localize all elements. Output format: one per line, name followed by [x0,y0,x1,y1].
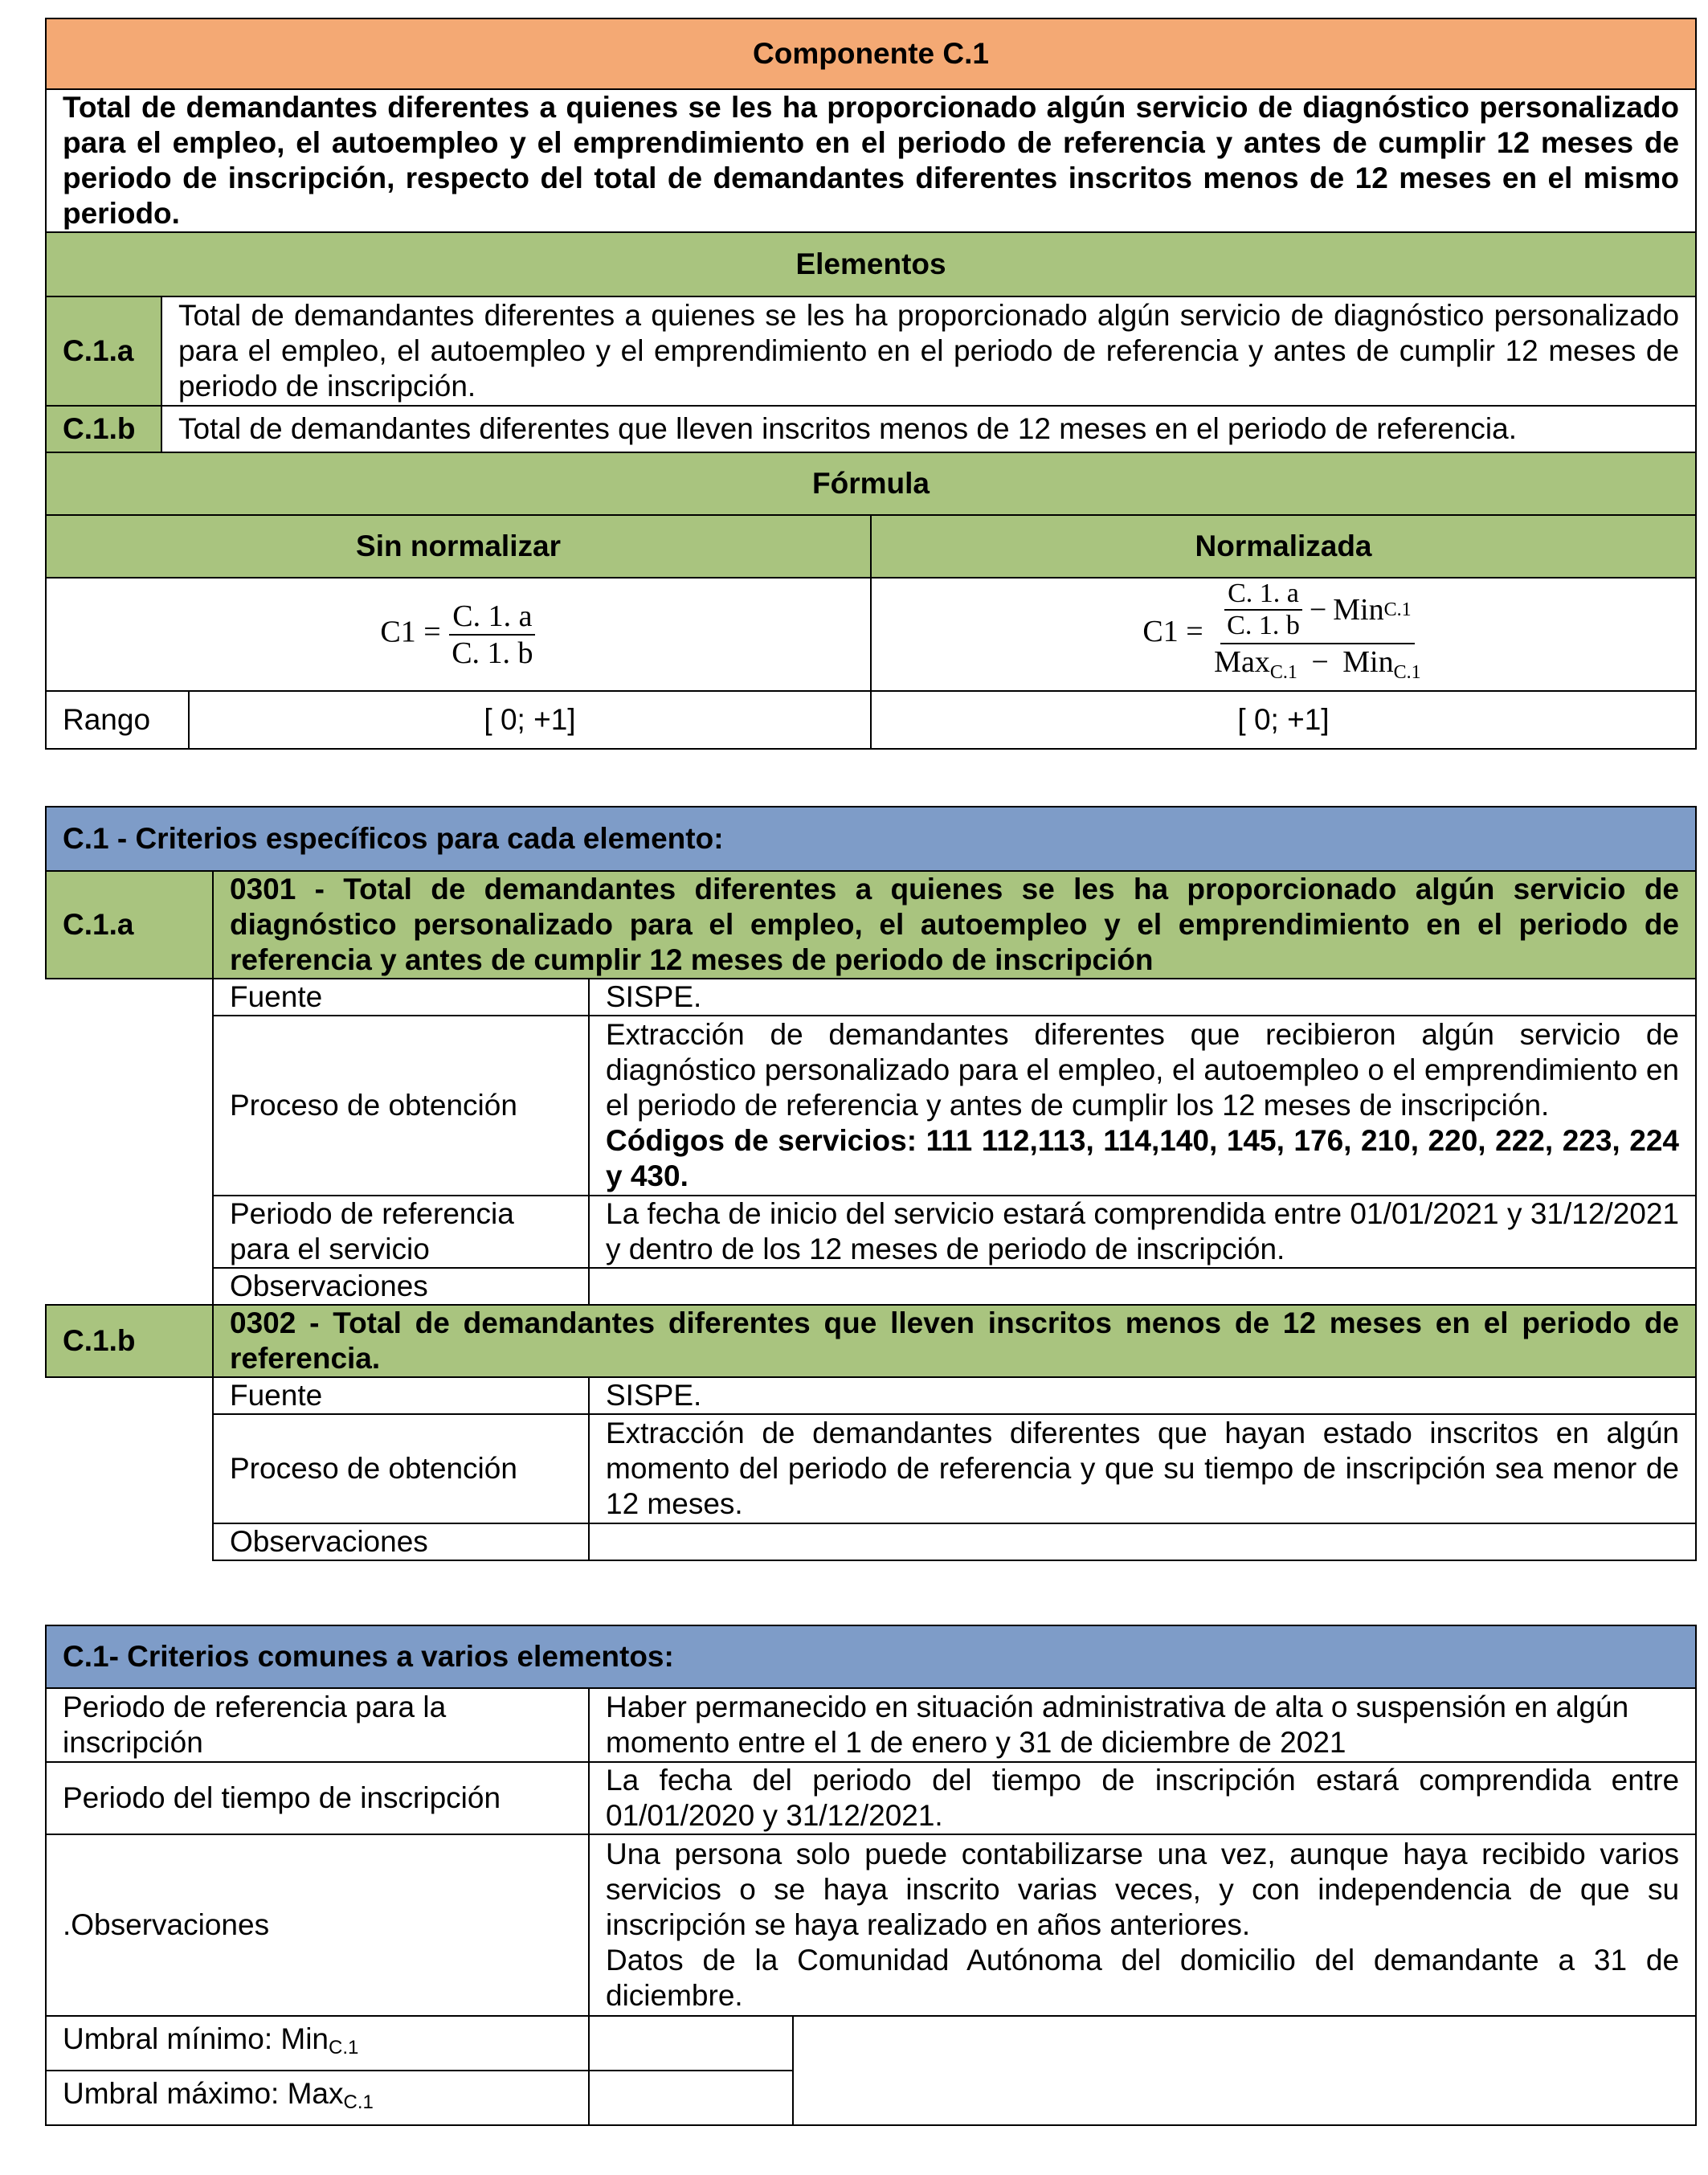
a-periodo-label: Periodo de referencia para el servicio [213,1196,589,1268]
range-norm: [ 0; +1] [871,691,1696,749]
formula-norm-lhs: C1 = [1142,615,1203,649]
element-text-a: Total de demandantes diferentes a quienes se les ha proporcionado algún servicio de diagnóstico personalizado para el empleo, el autoempleo y el emprendimiento en el periodo de referencia y antes de cumplir 12 meses de periodo de inscripción. [161,296,1696,406]
a-fuente-label: Fuente [213,979,589,1016]
element-code-a: C.1.a [46,296,161,406]
a-proceso-label: Proceso de obtención [213,1016,589,1196]
common-row-label: .Observaciones [46,1834,589,2016]
common-title: C.1- Criterios comunes a varios elementos: [46,1625,1696,1688]
indent-cell [46,1016,213,1196]
observaciones-text-1: Una persona solo puede contabilizarse una vez, aunque haya recibido varios servicios o se haya inscrito varias veces, y con independencia de que su inscripción se haya realizado en años anteriores. [606,1838,1680,1941]
formula-fraction [448,599,536,671]
formula-inner-num: C. 1. a [1224,579,1302,611]
a-proceso-text: Extracción de demandantes diferentes que recibieron algún servicio de diagnóstico personalizado para el empleo, el autoempleo o el emprendimiento en el periodo de referencia y antes de cumplir los 12 meses de inscripción. [606,1018,1680,1122]
range-label: Rango [46,691,189,749]
umbral-max-value[interactable] [589,2071,793,2125]
observaciones-text-2: Datos de la Comunidad Autónoma del domicilio del demandante a 31 de diciembre. [606,1944,1680,2012]
a-observaciones-label: Observaciones [213,1268,589,1305]
component-table [45,18,1697,750]
formula-min-sub-2: C.1 [1393,662,1421,683]
common-row-value [589,1834,1696,2016]
formula-norm-numerator [1220,579,1415,644]
formula-inner-den: C. 1. b [1227,611,1300,640]
element-code-b: C.1.b [46,406,161,452]
b-fuente-value: SISPE. [589,1377,1696,1414]
indent-cell [46,1377,213,1414]
formula-min-2: Min [1342,645,1394,679]
umbral-max-sub: C.1 [343,2091,374,2113]
formula-max: Max [1214,645,1270,679]
indent-cell [46,1523,213,1560]
umbral-min-value[interactable] [589,2016,793,2071]
specific-b-code: C.1.b [46,1305,213,1377]
formula-minus: − [1309,593,1327,627]
umbral-min-sub: C.1 [329,2036,359,2058]
col-sin-normalizar: Sin normalizar [46,515,871,578]
b-proceso-value: Extracción de demandantes diferentes que hayan estado inscritos en algún momento del periodo de referencia y que su tiempo de inscripción sea menor de 12 meses. [589,1414,1696,1523]
umbral-max-label [46,2071,589,2125]
a-periodo-value: La fecha de inicio del servicio estará comprendida entre 01/01/2021 y 31/12/2021 y dentro de los 12 meses de periodo de inscripción. [589,1196,1696,1268]
a-fuente-value: SISPE. [589,979,1696,1016]
formula-norm-denominator [1211,644,1424,690]
formula-norm-fraction [1211,579,1424,690]
common-row-label: Periodo del tiempo de inscripción [46,1762,589,1834]
common-row-label: Periodo de referencia para la inscripción [46,1688,589,1762]
formula-sin-normalizar [46,578,871,691]
umbral-blank-cell [793,2016,1696,2125]
common-row-value: Haber permanecido en situación administrativa de alta o suspensión en algún momento entre el 1 de enero y 31 de diciembre de 2021 [589,1688,1696,1762]
col-normalizada: Normalizada [871,515,1696,578]
formula-header: Fórmula [46,452,1696,515]
specific-a-code: C.1.a [46,871,213,979]
a-codigos-text: Códigos de servicios: 111 112,113, 114,140, 145, 176, 210, 220, 222, 223, 224 y 430. [606,1124,1680,1192]
formula-normalizada [871,578,1696,691]
umbral-min-text: Umbral mínimo: Min [63,2022,329,2055]
formula-minus-2: − [1311,645,1329,679]
formula-min: Min [1333,593,1384,627]
umbral-min-label [46,2016,589,2071]
formula-denominator: C. 1. b [452,636,533,670]
specific-criteria-table [45,806,1697,1561]
b-fuente-label: Fuente [213,1377,589,1414]
specific-a-heading: 0301 - Total de demandantes diferentes a quienes se les ha proporcionado algún servicio de diagnóstico personalizado para el empleo, el autoempleo y el emprendimiento en el periodo de referencia y antes de cumplir 12 meses de periodo de inscripción [213,871,1696,979]
element-text-b: Total de demandantes diferentes que lleven inscritos menos de 12 meses en el periodo de referencia. [161,406,1696,452]
formula-min-sub: C.1 [1383,599,1412,620]
indent-cell [46,979,213,1016]
formula-max-sub: C.1 [1269,662,1297,683]
a-proceso-value [589,1016,1696,1196]
component-description: Total de demandantes diferentes a quienes se les ha proporcionado algún servicio de diagnóstico personalizado para el empleo, el autoempleo y el emprendimiento en el periodo de referencia y antes de cumplir 12 meses de periodo de inscripción, respecto del total de demandantes diferentes inscritos menos de 12 meses en el mismo periodo. [46,89,1696,232]
formula-inner-fraction [1224,579,1303,641]
component-title: Componente C.1 [46,18,1696,89]
b-observaciones-value [589,1523,1696,1560]
a-observaciones-value [589,1268,1696,1305]
b-proceso-label: Proceso de obtención [213,1414,589,1523]
formula-lhs: C1 = [380,615,441,649]
range-sin: [ 0; +1] [189,691,871,749]
specific-b-heading: 0302 - Total de demandantes diferentes que lleven inscritos menos de 12 meses en el periodo de referencia. [213,1305,1696,1377]
formula-numerator: C. 1. a [449,599,535,636]
indent-cell [46,1268,213,1305]
specific-title: C.1 - Criterios específicos para cada elemento: [46,807,1696,871]
b-observaciones-label: Observaciones [213,1523,589,1560]
umbral-max-text: Umbral máximo: Max [63,2076,344,2110]
common-row-value: La fecha del periodo del tiempo de inscripción estará comprendida entre 01/01/2020 y 31/12/2021. [589,1762,1696,1834]
elements-header: Elementos [46,232,1696,296]
common-criteria-table [45,1625,1697,2126]
indent-cell [46,1414,213,1523]
indent-cell [46,1196,213,1268]
